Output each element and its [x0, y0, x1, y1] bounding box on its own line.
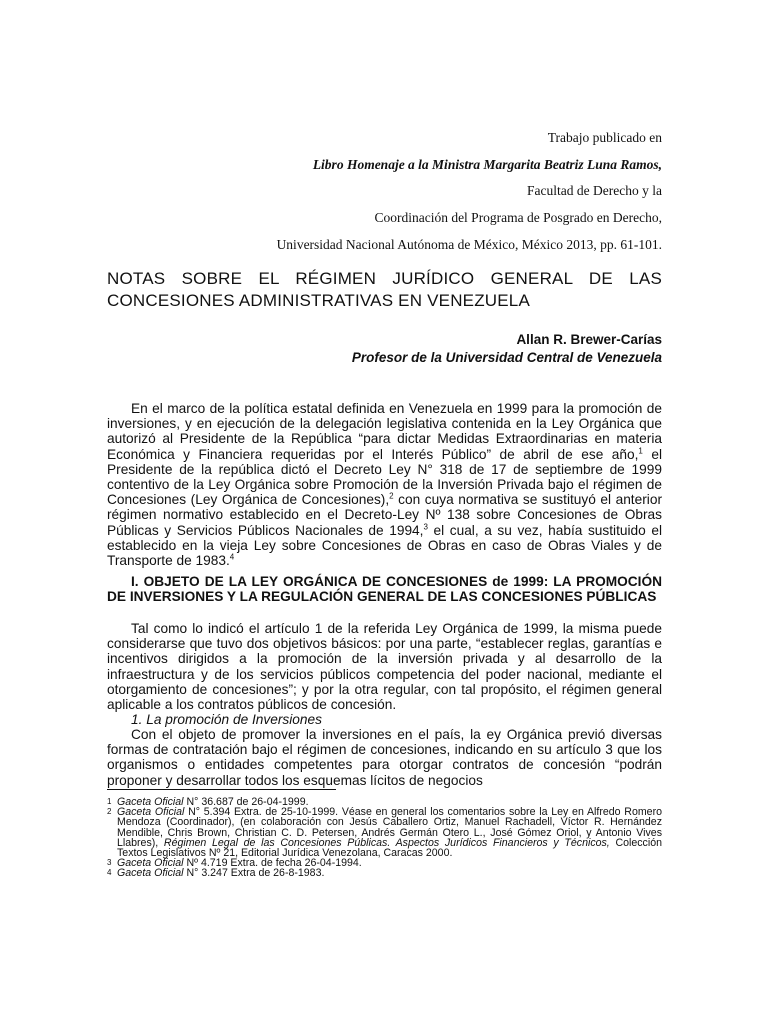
document-title: NOTAS SOBRE EL RÉGIMEN JURÍDICO GENERAL DE LAS CONCESIONES ADMINISTRATIVAS EN VENEZUELA: [107, 269, 662, 310]
footnote-number: 2: [107, 807, 112, 817]
footnotes: [107, 797, 662, 879]
footnote-source: Gaceta Oficial: [117, 857, 184, 870]
footnote-text: N° 5.394 Extra. de 25-10-1999. Véase en general los comentarios sobre la Ley en Alfredo Romero Mendoza (Coordinador), (en colaboración con Jesús Caballero Ortiz, Manuel Rachadell, Víctor R. Hernández Mendible, Chris Brown, Christian C. D. Petersen, Andrés Germán Otero L., José Gómez Oriol, y Antonio Vives Llabres),: [117, 806, 662, 849]
paragraph-text: En el marco de la política estatal definida en Venezuela en 1999 para la promoción de inversiones, y en ejecución de la delegación legislativa contenida en la Ley Orgánica que autorizó al Presidente de la República “para dictar Medidas Extraordinarias en materia Económica y Financiera requeridas por el Interés Público” de abril de ese año,: [107, 401, 662, 462]
publication-line: Trabajo publicado en: [547, 130, 662, 145]
footnote-source: Gaceta Oficial: [117, 796, 184, 808]
footnote-text: Colección Textos Legislativos Nº 21, Editorial Jurídica Venezolana, Caracas 2000.: [117, 836, 662, 860]
footnote: [107, 807, 662, 858]
paragraph-promotion: Con el objeto de promover la inversiones en el país, la ey Orgánica previó diversas formas de contratación bajo el régimen de concesiones, indicando en su artículo 3 que los organismos o entidades competentes para otorgar contratos de concesión “podrán proponer y desarrollar todos los esquemas lícitos de negocios: [107, 727, 662, 788]
footnote-separator: [107, 789, 336, 790]
section-heading: I. OBJETO DE LA LEY ORGÁNICA DE CONCESIONES de 1999: LA PROMOCIÓN DE INVERSIONES Y LA REGULACIÓN GENERAL DE LAS CONCESIONES PÚBLICAS: [107, 574, 662, 604]
author-block: [352, 331, 662, 367]
publication-book-title: Libro Homenaje a la Ministra Margarita Beatriz Luna Ramos,: [312, 156, 662, 172]
paragraph-objective: Tal como lo indicó el artículo 1 de la referida Ley Orgánica de 1999, la misma puede considerarse que tuvo dos objetivos básicos: por una parte, “establecer reglas, garantías e incentivos dirigidos a la promoción de la inversión privada y al desarrollo de la infraestructura y de los servicios públicos competencia del poder nacional, mediante el otorgamiento de concesiones”; y por la otra regular, con tal propósito, el régimen general aplicable a los contratos públicos de concesión.: [107, 621, 662, 713]
footnote-ref[interactable]: 3: [423, 522, 428, 532]
footnote-ref[interactable]: 1: [638, 446, 643, 456]
publication-line: Universidad Nacional Autónoma de México, México 2013, pp. 61-101.: [276, 236, 662, 252]
paragraph-intro: [107, 401, 662, 568]
publication-line: Facultad de Derecho y la: [527, 183, 662, 199]
footnote-number: 1: [107, 797, 112, 806]
footnote-source: Gaceta Oficial: [117, 867, 184, 880]
paragraph-text: con cuya normativa se sustituyó el anterior régimen normativo establecido en el Decreto-Ley Nº 138 sobre Concesiones de Obras Públicas y Servicios Públicos Nacionales de 1994,: [107, 492, 662, 538]
footnote-number: 4: [107, 868, 112, 878]
subsection-heading: 1. La promoción de Inversiones: [131, 712, 322, 727]
paragraph-text: el cual, a su vez, había sustituido el establecido en la vieja Ley sobre Concesiones de Obras en caso de Obras Viales y de Transporte de 1983.: [107, 522, 662, 569]
footnote-number: 3: [107, 858, 112, 868]
paragraph-text: el Presidente de la república dictó el Decreto Ley N° 318 de 17 de septiembre de 1999 contentivo de la Ley Orgánica sobre Promoción de la Inversión Privada bajo el régimen de Concesiones (Ley Orgánica de Concesiones),: [107, 446, 662, 508]
footnote-ref[interactable]: 2: [389, 491, 394, 501]
publication-note: [277, 125, 662, 259]
footnote-ref[interactable]: 4: [229, 552, 235, 562]
footnote-text: Nº 4.719 Extra. de fecha 26-04-1994.: [183, 857, 362, 870]
footnote: [107, 868, 662, 878]
author-affiliation: Profesor de la Universidad Central de Venezuela: [351, 350, 662, 365]
publication-line: Coordinación del Programa de Posgrado en Derecho,: [374, 210, 662, 226]
footnote-text: N° 3.247 Extra de 26-8-1983.: [183, 867, 325, 880]
footnote-text: N° 36.687 de 26-04-1999.: [183, 796, 309, 808]
footnote-source: Gaceta Oficial: [117, 806, 185, 819]
author-name: Allan R. Brewer-Carías: [516, 332, 662, 347]
footnote-book-title: Régimen Legal de las Concesiones Públicas. Aspectos Jurídicos Financieros y Técnicos,: [163, 836, 610, 849]
